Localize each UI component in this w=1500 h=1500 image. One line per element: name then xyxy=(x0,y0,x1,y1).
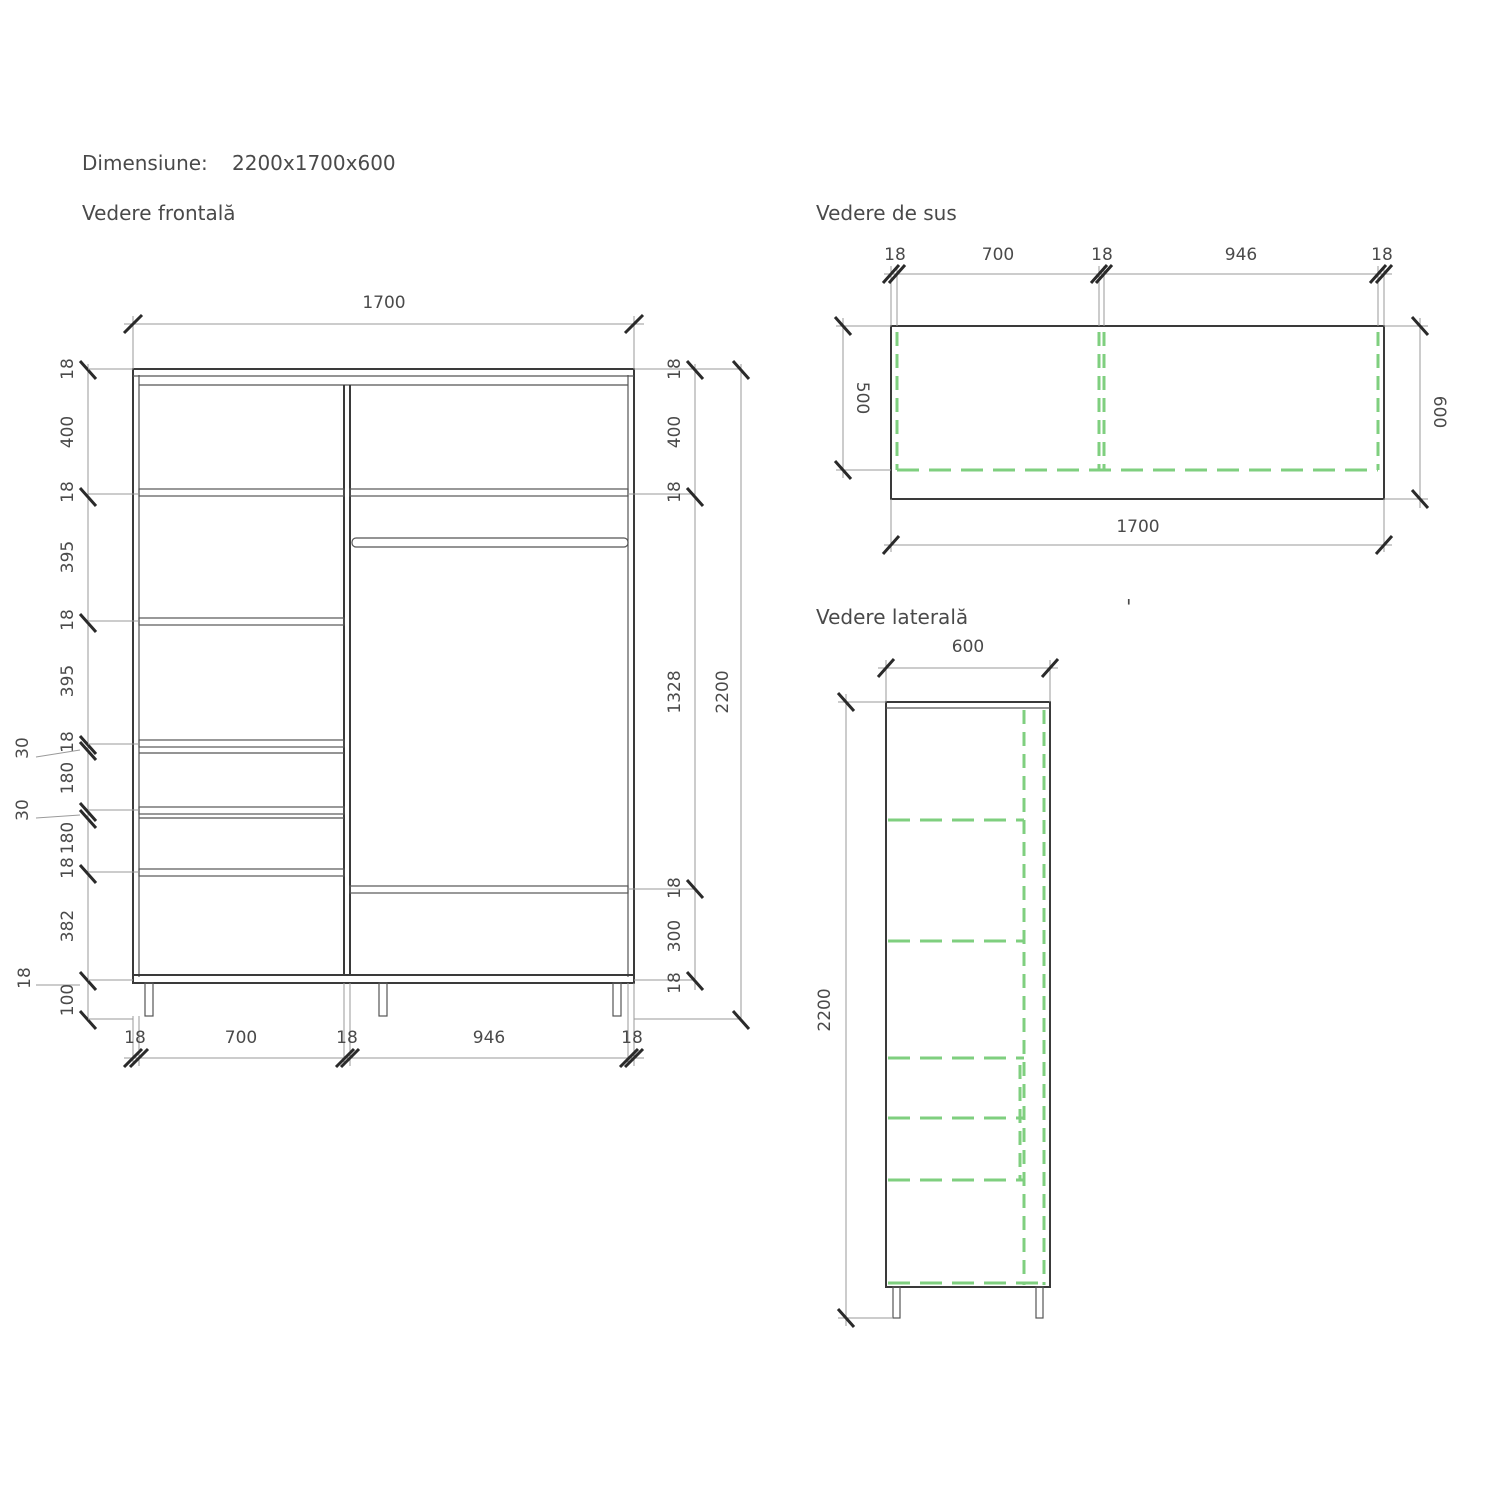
hanging-rail xyxy=(352,538,628,547)
dim-left-13: 100 xyxy=(58,983,78,1017)
leg-3 xyxy=(613,983,621,1016)
dim-left-outer-1: 30 xyxy=(13,737,33,759)
shelf-left-5 xyxy=(139,869,344,876)
top-outline xyxy=(891,326,1384,499)
top-view xyxy=(835,245,1449,554)
dim-left-outer-3: 18 xyxy=(15,967,35,989)
side-view-title: Vedere laterală xyxy=(816,605,969,629)
dim-left-2: 400 xyxy=(58,415,78,449)
dim-bottom-1: 18 xyxy=(124,1028,146,1048)
top-ext xyxy=(891,266,1384,326)
side-leg-2 xyxy=(1036,1287,1043,1318)
dim-right-3: 18 xyxy=(665,481,685,503)
top-inner-depth: 500 xyxy=(852,381,872,415)
top-dim-3: 18 xyxy=(1091,245,1113,265)
shelf-right-1 xyxy=(350,489,628,496)
shelf-left-2 xyxy=(139,618,344,625)
dim-overall-width: 1700 xyxy=(362,293,406,313)
side-leg-1 xyxy=(893,1287,900,1318)
top-view-title: Vedere de sus xyxy=(816,201,957,225)
shelf-left-3 xyxy=(139,740,344,747)
dim-left-5: 18 xyxy=(58,609,78,631)
dim-left-8: 180 xyxy=(58,761,78,795)
dim-right-6: 18 xyxy=(665,972,685,994)
dimension-value: 2200x1700x600 xyxy=(232,151,396,175)
top-overall-width: 1700 xyxy=(1116,517,1160,537)
dim-right-section: 1328 xyxy=(665,670,685,714)
dim-left-12: 382 xyxy=(58,909,78,943)
dim-bottom-5: 18 xyxy=(621,1028,643,1048)
dim-bottom-4: 946 xyxy=(472,1028,506,1048)
dim-right-4: 18 xyxy=(665,877,685,899)
dim-right-2: 400 xyxy=(665,415,685,449)
dimension-label: Dimensiune: xyxy=(82,151,208,175)
top-dim-5: 18 xyxy=(1371,245,1393,265)
dim-left-3: 18 xyxy=(58,481,78,503)
dim-overall-height: 2200 xyxy=(713,670,733,714)
wardrobe-outline xyxy=(133,369,634,983)
shelf-left-1 xyxy=(139,489,344,496)
top-dim-4: 946 xyxy=(1224,245,1258,265)
dim-right-5: 300 xyxy=(665,919,685,953)
side-depth: 600 xyxy=(951,637,985,657)
dim-right-1: 18 xyxy=(665,358,685,380)
front-view-title: Vedere frontală xyxy=(82,201,236,225)
dim-left-6: 395 xyxy=(58,664,78,698)
dim-left-10: 180 xyxy=(58,821,78,855)
stray-mark: ' xyxy=(1126,595,1132,619)
dim-left-4: 395 xyxy=(58,540,78,574)
shelf-left-4 xyxy=(139,807,344,814)
dim-bottom-2: 700 xyxy=(224,1028,258,1048)
dim-left-9: 18 xyxy=(58,857,78,879)
bottom-ext-lines xyxy=(133,983,634,1066)
leg-2 xyxy=(379,983,387,1016)
dim-left-outer-2: 30 xyxy=(13,799,33,821)
dim-left-7: 18 xyxy=(58,731,78,753)
side-height: 2200 xyxy=(815,988,835,1032)
shelf-right-bottom xyxy=(350,886,628,893)
front-view xyxy=(13,293,749,1067)
top-overall-depth: 600 xyxy=(1429,395,1449,429)
leg-1 xyxy=(145,983,153,1016)
dim-left-1: 18 xyxy=(58,358,78,380)
side-view xyxy=(815,637,1058,1327)
top-dim-2: 700 xyxy=(981,245,1015,265)
dim-bottom-3: 18 xyxy=(336,1028,358,1048)
top-dim-1: 18 xyxy=(884,245,906,265)
